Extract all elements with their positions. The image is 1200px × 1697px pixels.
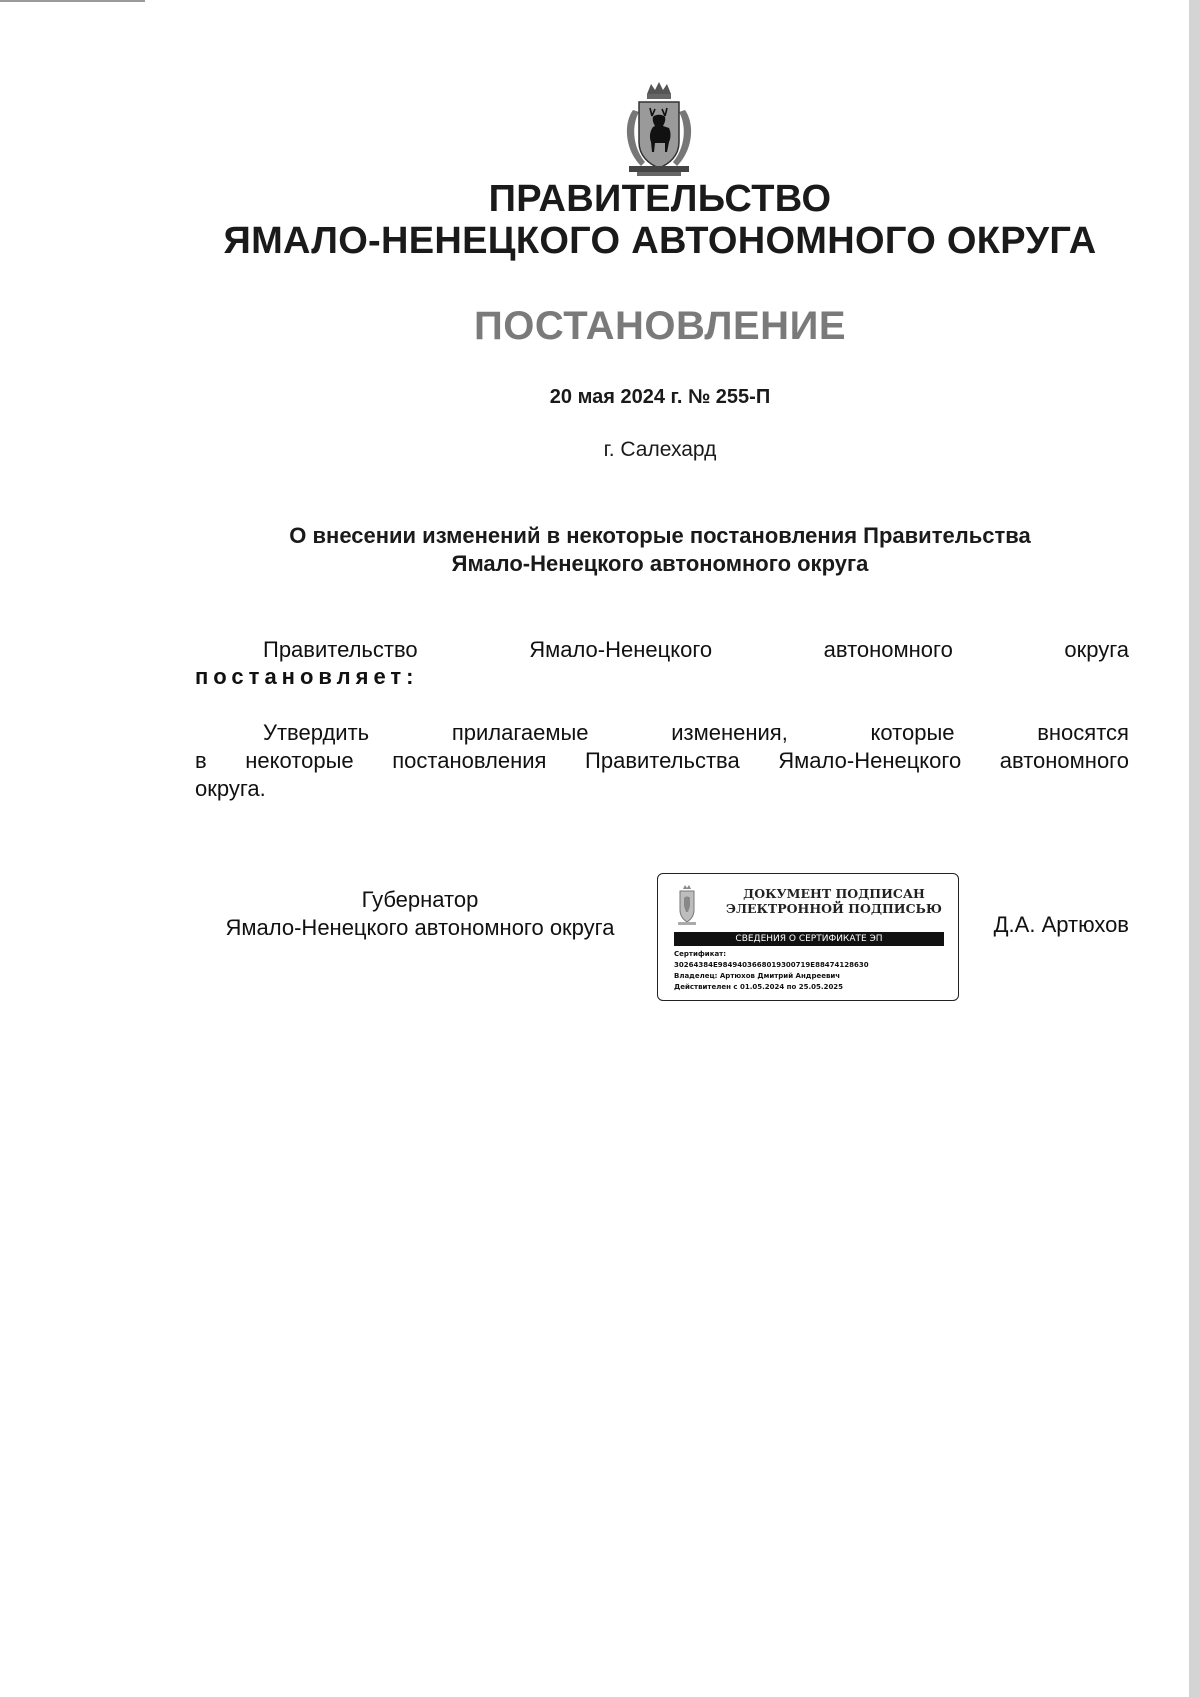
document-date-number: 20 мая 2024 г. № 255-П — [549, 386, 771, 408]
body-word: которые — [870, 720, 955, 745]
document-city: г. Салехард — [603, 438, 717, 461]
body-word: постановления — [392, 748, 547, 773]
body-word: Утвердить — [263, 720, 370, 745]
scan-edge-top — [0, 0, 145, 2]
stamp-certificate-value: 30264384E9849403668019300719E88474128630 — [674, 961, 869, 969]
preamble-word: округа — [1064, 637, 1129, 662]
preamble-word: Ямало-Ненецкого — [529, 637, 713, 662]
body-word: Правительства — [585, 748, 740, 773]
stamp-title-line1: ДОКУМЕНТ ПОДПИСАН — [743, 886, 925, 901]
organization-name-line1: ПРАВИТЕЛЬСТВО — [488, 178, 832, 220]
stamp-certificate-label: Сертификат: — [674, 950, 727, 958]
body-word: автономного — [999, 748, 1129, 773]
stamp-owner: Владелец: Артюхов Дмитрий Андреевич — [674, 972, 841, 980]
body-line — [195, 719, 1129, 747]
body-word: прилагаемые — [451, 720, 589, 745]
body-word: Ямало-Ненецкого — [778, 748, 962, 773]
body-word: в — [195, 748, 207, 773]
stamp-title-line2: ЭЛЕКТРОННОЙ ПОДПИСЬЮ — [726, 901, 942, 916]
document-title-line2: Ямало-Ненецкого автономного округа — [451, 551, 869, 576]
body-word: вносятся — [1037, 720, 1129, 745]
signer-name: Д.А. Артюхов — [993, 912, 1129, 937]
signer-position-line1: Губернатор — [361, 887, 479, 912]
preamble-line — [195, 636, 1129, 663]
stamp-title — [716, 886, 952, 916]
preamble — [195, 636, 1129, 690]
body-line: округа. — [195, 776, 266, 801]
body-line — [195, 747, 1129, 775]
coat-of-arms-icon — [675, 884, 699, 926]
preamble-word: Правительство — [263, 637, 418, 662]
preamble-word: автономного — [823, 637, 953, 662]
document-type: ПОСТАНОВЛЕНИЕ — [473, 304, 846, 348]
stamp-validity: Действителен с 01.05.2024 по 25.05.2025 — [674, 983, 844, 991]
stamp-certificate-bar: СВЕДЕНИЯ О СЕРТИФИКАТЕ ЭП — [674, 932, 944, 946]
document-title — [195, 522, 1125, 578]
stamp-details — [674, 949, 954, 993]
organization-name-line2: ЯМАЛО-НЕНЕЦКОГО АВТОНОМНОГО ОКРУГА — [223, 220, 1097, 262]
decree-word: постановляет: — [195, 664, 419, 689]
signer-position — [195, 886, 645, 942]
body-word: некоторые — [245, 748, 354, 773]
body-paragraph — [195, 719, 1129, 803]
coat-of-arms-icon — [619, 80, 699, 178]
electronic-signature-stamp — [657, 873, 959, 1001]
signer-position-line2: Ямало-Ненецкого автономного округа — [225, 915, 615, 940]
document-title-line1: О внесении изменений в некоторые постановления Правительства — [289, 523, 1031, 548]
body-word: изменения, — [671, 720, 788, 745]
